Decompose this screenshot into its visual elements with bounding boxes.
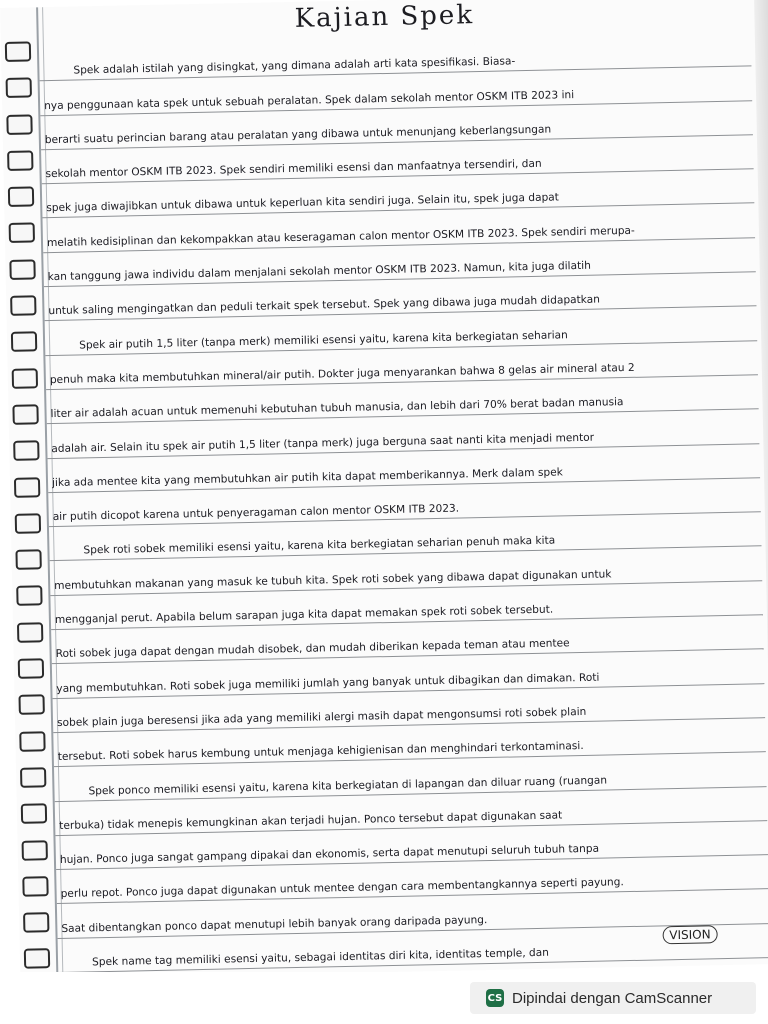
text-line: kan tanggung jawa individu dalam menjalani sekolah mentor OSKM ITB 2023. Namun, kita juga dilatih	[43, 238, 756, 287]
binder-ring-icon	[20, 767, 46, 788]
text-line: hujan. Ponco juga sangat gampang dipakai dan ekonomis, serta dapat menutupi seluruh tubuh tanpa	[55, 821, 768, 870]
text-line: Spek adalah istilah yang disingkat, yang dimana adalah arti kata spesifikasi. Biasa-	[39, 32, 752, 81]
binder-ring-icon	[8, 187, 34, 208]
scanner-footer	[0, 972, 768, 1024]
text-line: yang membutuhkan. Roti sobek juga memiliki jumlah yang banyak untuk dibagikan dan dimakan. Roti	[52, 650, 765, 699]
text-line: penuh maka kita membutuhkan mineral/air putih. Dokter juga menyarankan bahwa 8 gelas air mineral atau 2	[45, 341, 758, 390]
binder-ring-icon	[12, 368, 38, 389]
text-line: spek juga diwajibkan untuk dibawa untuk keperluan kita sendiri juga. Selain itu, spek juga dapat	[42, 169, 755, 218]
text-line: mengganjal perut. Apabila belum sarapan juga kita dapat memakan spek roti sobek tersebut.	[50, 581, 763, 630]
binder-ring-icon	[16, 586, 42, 607]
text-line: Roti sobek juga dapat dengan mudah disobek, dan mudah diberikan kepada teman atau mentee	[51, 615, 764, 664]
binder-ring-icon	[24, 949, 50, 970]
text-line: melatih kedisiplinan dan kekompakkan atau keseragaman calon mentor OSKM ITB 2023. Spek sendiri merupa-	[43, 204, 756, 253]
binder-ring-icon	[15, 549, 41, 570]
binder-ring-icon	[18, 658, 44, 679]
binder-ring-icon	[17, 622, 43, 643]
text-line: jika ada mentee kita yang membutuhkan air putih kita dapat memberikannya. Merk dalam spek	[48, 444, 761, 493]
text-line: sekolah mentor OSKM ITB 2023. Spek sendiri memiliki esensi dan manfaatnya tersendiri, dan	[41, 135, 754, 184]
brand-logo: VISION	[662, 925, 718, 944]
binder-ring-icon	[12, 404, 38, 425]
text-line: terbuka) tidak menepis kemungkinan akan terjadi hujan. Ponco tersebut dapat digunakan saat	[55, 787, 768, 836]
text-line: Spek air putih 1,5 liter (tanpa merk) memiliki esensi yaitu, karena kita berkegiatan seharian	[45, 307, 758, 356]
text-line: nya penggunaan kata spek untuk sebuah peralatan. Spek dalam sekolah mentor OSKM ITB 2023 ini	[40, 67, 753, 116]
binder-ring-icon	[11, 332, 37, 353]
text-line: Spek ponco memiliki esensi yaitu, karena kita berkegiatan di lapangan dan diluar ruang (ruangan	[54, 752, 767, 801]
text-line: perlu repot. Ponco juga dapat digunakan untuk mentee dengan cara membentangkannya seperti payung.	[56, 855, 768, 904]
binder-ring-icon	[22, 840, 48, 861]
text-line: berarti suatu perincian barang atau peralatan yang dibawa untuk menunjang keberlangsungan	[40, 101, 753, 150]
handwritten-text	[39, 32, 768, 980]
binder-ring-icon	[6, 114, 32, 135]
camscanner-label: Dipindai dengan CamScanner	[512, 989, 713, 1007]
binder-ring-icon	[14, 477, 40, 498]
binder-ring-icon	[9, 223, 35, 244]
binder-ring-icon	[5, 41, 31, 62]
binder-ring-icon	[9, 259, 35, 280]
text-line: Saat dibentangkan ponco dapat menutupi lebih banyak orang daripada payung.	[57, 890, 768, 939]
binder-ring-icon	[10, 295, 36, 316]
page-title: Kajian Spek	[294, 0, 475, 34]
text-line: Spek name tag memiliki esensi yaitu, sebagai identitas diri kita, identitas temple, dan	[58, 924, 768, 973]
camscanner-watermark	[470, 982, 756, 1014]
text-line: air putih dicopot karena untuk penyeragaman calon mentor OSKM ITB 2023.	[48, 478, 761, 527]
binder-ring-icon	[21, 803, 47, 824]
text-line: sobek plain juga beresensi jika ada yang memiliki alergi masih dapat mengonsumsi roti sobek plain	[53, 684, 766, 733]
binder-ring-icon	[22, 876, 48, 897]
text-line: liter air adalah acuan untuk memenuhi kebutuhan tubuh manusia, dan lebih dari 70% berat badan manusia	[46, 375, 759, 424]
text-line: tersebut. Roti sobek harus kembung untuk menjaga kehigienisan dan menghindari terkontaminasi.	[53, 718, 766, 767]
binder-ring-icon	[6, 78, 32, 99]
text-line: adalah air. Selain itu spek air putih 1,5 liter (tanpa merk) juga berguna saat nanti kita menjadi mentor	[47, 410, 760, 459]
text-line: untuk saling mengingatkan dan peduli terkait spek tersebut. Spek yang dibawa juga mudah didapatkan	[44, 272, 757, 321]
text-line: membutuhkan makanan yang masuk ke tubuh kita. Spek roti sobek yang dibawa dapat digunakan untuk	[50, 547, 763, 596]
binder-ring-icon	[18, 695, 44, 716]
text-line: Spek roti sobek memiliki esensi yaitu, karena kita berkegiatan seharian penuh maka kita	[49, 512, 762, 561]
binder-ring-icon	[7, 150, 33, 171]
binder-ring-icon	[13, 441, 39, 462]
binder-ring-icon	[23, 912, 49, 933]
binder-ring-icon	[19, 731, 45, 752]
binder-ring-icon	[15, 513, 41, 534]
camscanner-icon: CS	[486, 989, 504, 1007]
